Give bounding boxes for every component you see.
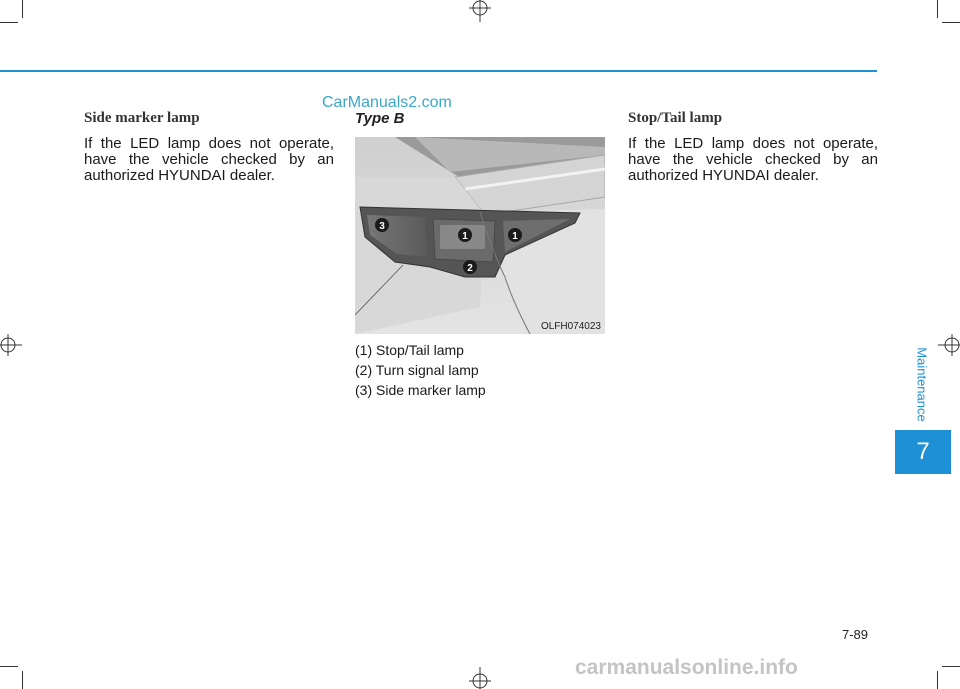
header-rule xyxy=(0,70,877,72)
callout-1b xyxy=(508,228,522,242)
registration-mark xyxy=(930,330,960,360)
section-stop-tail-lamp xyxy=(628,110,878,184)
crop-mark xyxy=(22,0,23,18)
registration-mark xyxy=(0,330,30,360)
page-number: 7-89 xyxy=(842,627,869,642)
crop-mark xyxy=(0,666,18,667)
legend-list xyxy=(355,340,605,400)
figure-code: OLFH074023 xyxy=(540,321,601,332)
registration-mark xyxy=(465,659,495,689)
svg-text:3: 3 xyxy=(379,221,385,232)
registration-mark xyxy=(465,0,495,30)
section-side-marker-lamp xyxy=(84,110,334,184)
chapter-tab-label: Maintenance xyxy=(914,347,930,422)
legend-item: (2) Turn signal lamp xyxy=(355,362,479,378)
svg-text:1: 1 xyxy=(462,231,468,242)
legend-item: (1) Stop/Tail lamp xyxy=(355,342,464,358)
watermark: CarManuals2.com xyxy=(322,94,452,111)
section-heading: Side marker lamp xyxy=(84,110,200,126)
crop-mark xyxy=(22,671,23,689)
callout-1a xyxy=(458,228,472,242)
rear-lamp-figure xyxy=(355,137,605,334)
callout-2 xyxy=(463,260,477,274)
section-type-b xyxy=(355,110,605,400)
section-body: If the LED lamp does not operate, have the vehicle checked by an authorized HYUNDAI dealer. xyxy=(628,135,878,184)
callout-3 xyxy=(375,218,389,232)
type-subheading: Type B xyxy=(355,110,405,127)
crop-mark xyxy=(937,671,938,689)
crop-mark xyxy=(942,22,960,23)
watermark-bottom: carmanualsonline.info xyxy=(575,656,798,679)
svg-text:2: 2 xyxy=(467,263,473,274)
section-heading: Stop/Tail lamp xyxy=(628,110,723,126)
section-body: If the LED lamp does not operate, have the vehicle checked by an authorized HYUNDAI dealer. xyxy=(84,135,334,184)
chapter-number-tab: 7 xyxy=(895,430,951,474)
legend-item: (3) Side marker lamp xyxy=(355,382,486,398)
crop-mark xyxy=(942,666,960,667)
crop-mark xyxy=(937,0,938,18)
rear-lamp-illustration xyxy=(355,137,605,334)
svg-text:1: 1 xyxy=(512,231,518,242)
crop-mark xyxy=(0,22,18,23)
